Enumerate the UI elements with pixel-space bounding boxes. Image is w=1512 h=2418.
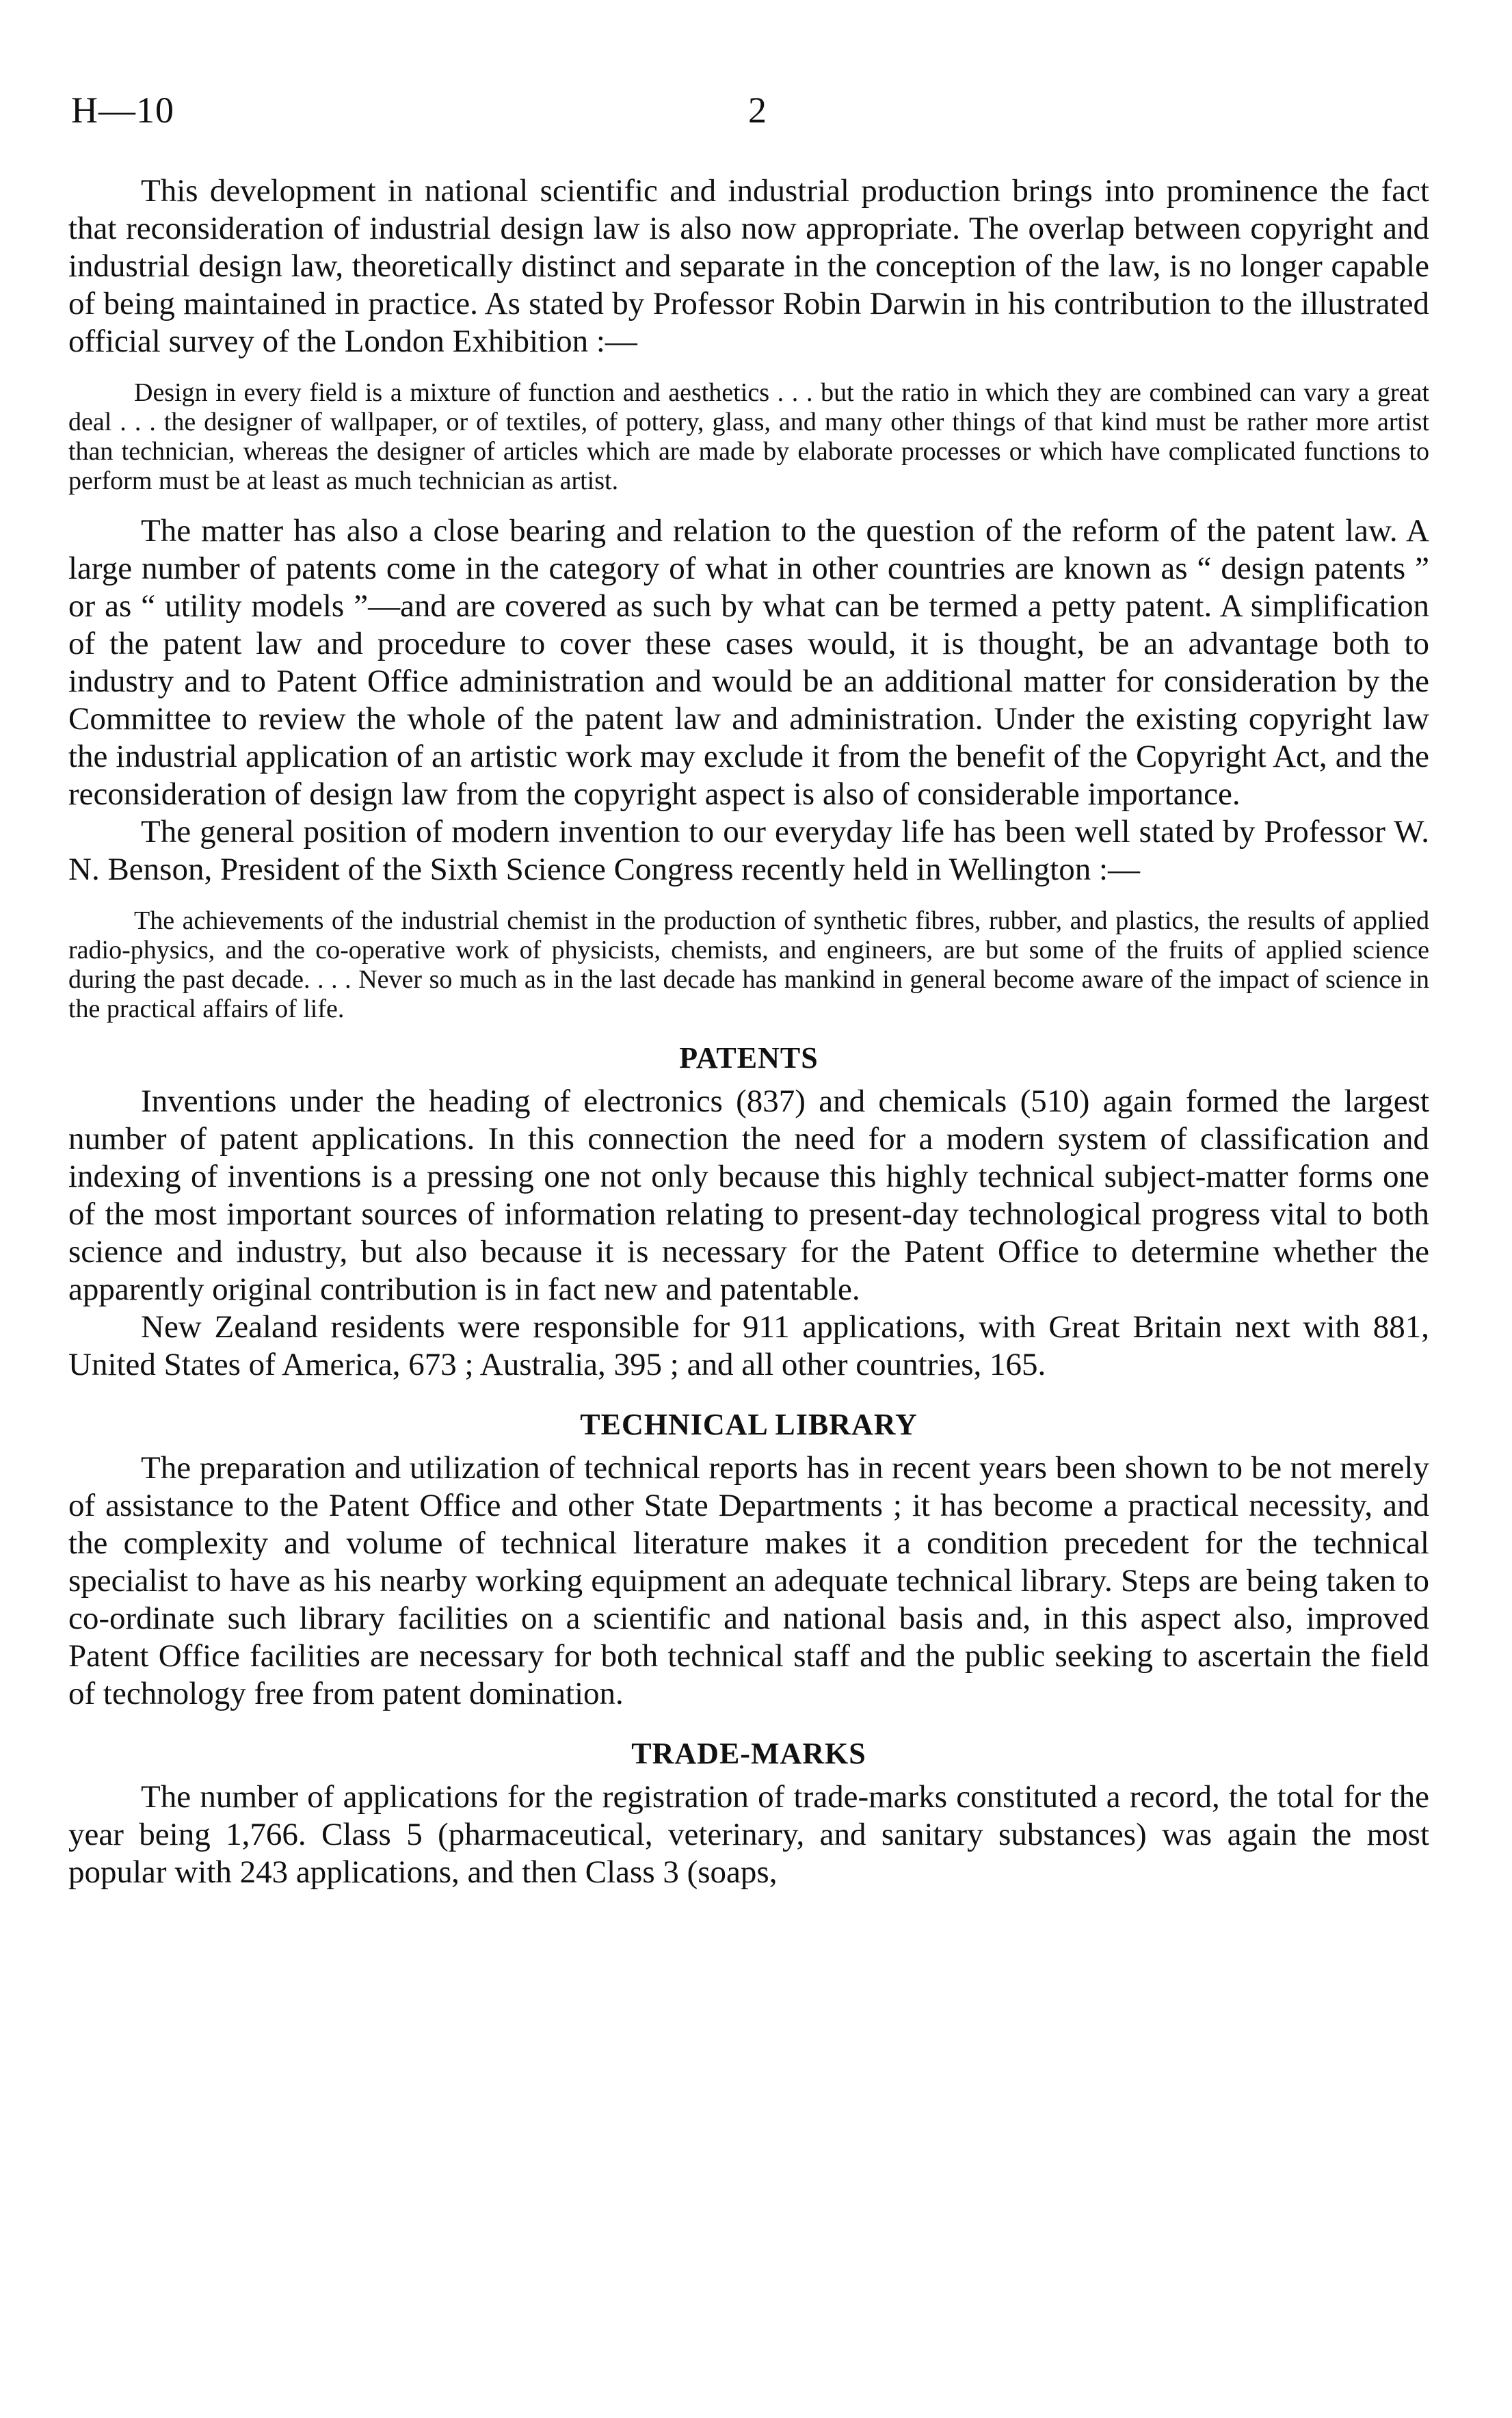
technical-library-paragraph: The preparation and utilization of technical reports has in recent years been shown to be not merely of assistance to the Patent Office and other State Departments ; it has become a practical necessity, and the complexity and volume of technical literature makes it a condition precedent for the technical specialist to have as his nearby working equipment an adequate technical library. Steps are being taken to co-ordinate such library facilities on a scientific and national basis and, in this aspect also, improved Patent Office facilities are necessary for both technical staff and the public seeking to ascertain the field of technology free from patent domination. [68, 1450, 1429, 1711]
intro-paragraph-1: This development in national scientific and industrial production brings into prominence the fact that reconsideration of industrial design law is also now appropriate. The overlap between copyright and industrial design law, theoretically distinct and separate in the conception of the law, is no longer capable of being maintained in practice. As stated by Professor Robin Darwin in his contribution to the illustrated official survey of the London Exhibition :— [68, 173, 1429, 359]
benson-quote: The achievements of the industrial chemist in the production of synthetic fibres, rubber, and plastics, the results of applied radio-physics, and the co-operative work of physicists, chemists, and engineers, are but some of the fruits of applied science during the past decade. . . . Never so much as in the last decade has mankind in general become aware of the impact of science in the practical affairs of life. [68, 906, 1429, 1023]
patents-paragraph-1: Inventions under the heading of electronics (837) and chemicals (510) again formed the largest number of patent applications. In this connection the need for a modern system of classification and indexing of inventions is a pressing one not only because this highly technical subject-matter forms one of the most important sources of information relating to present-day technological progress vital to both science and industry, but also because it is necessary for the Patent Office to determine whether the apparently original contribution is in fact new and patentable. [68, 1083, 1429, 1307]
page-number: 2 [748, 90, 767, 131]
trade-marks-paragraph: The number of applications for the registration of trade-marks constituted a record, the total for the year being 1,766. Class 5 (pharmaceutical, veterinary, and sanitary substances) was again the most popular with 243 applications, and then Class 3 (soaps, [68, 1779, 1429, 1890]
darwin-quote: Design in every field is a mixture of function and aesthetics . . . but the ratio in which they are combined can vary a great deal . . . the designer of wallpaper, or of textiles, of pottery, glass, and many other things of that kind must be rather more artist than technician, whereas the designer of articles which are made by elaborate processes or which have complicated functions to perform must be at least as much technician as artist. [68, 378, 1429, 495]
intro-paragraph-2: The matter has also a close bearing and relation to the question of the reform of the patent law. A large number of patents come in the category of what in other countries are known as “ design patents ” or as “ utility models ”—and are covered as such by what can be termed a petty patent. A simplification of the patent law and procedure to cover these cases would, it is thought, be an advantage both to industry and to Patent Office administration and would be an additional matter for consideration by the Committee to review the whole of the patent law and administration. Under the existing copyright law the industrial application of an artistic work may exclude it from the benefit of the Copyright Act, and the reconsideration of design law from the copyright aspect is also of considerable importance. [68, 513, 1429, 812]
patents-paragraph-2: New Zealand residents were responsible for 911 applications, with Great Britain next with 881, United States of America, 673 ; Australia, 395 ; and all other countries, 165. [68, 1309, 1429, 1382]
page-content [68, 172, 1429, 1891]
document-id: H—10 [71, 90, 174, 131]
technical-library-heading: TECHNICAL LIBRARY [580, 1408, 918, 1441]
page-header [71, 89, 1439, 130]
intro-paragraph-3: The general position of modern invention to our everyday life has been well stated by Professor W. N. Benson, President of the Sixth Science Congress recently held in Wellington :— [68, 814, 1429, 887]
trade-marks-heading: TRADE-MARKS [631, 1737, 866, 1770]
patents-heading: PATENTS [679, 1041, 819, 1075]
